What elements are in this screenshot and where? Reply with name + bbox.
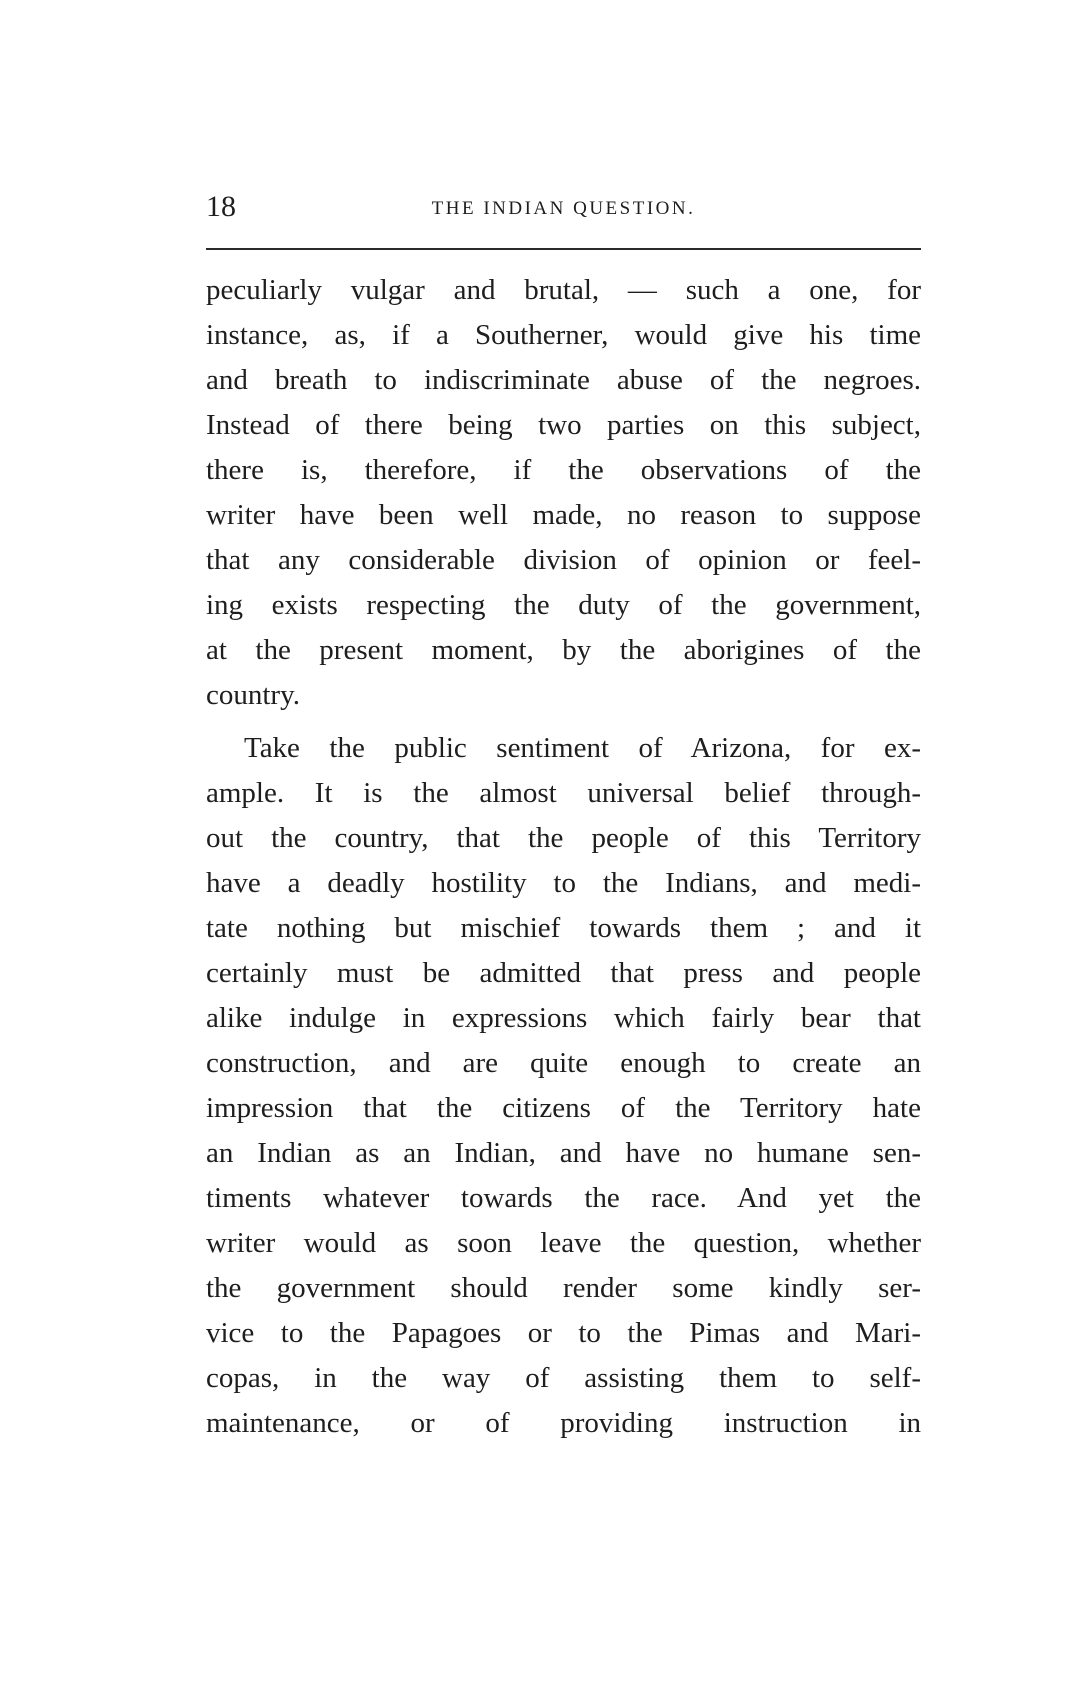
text-line: timents whatever towards the race. And yet the bbox=[206, 1182, 921, 1214]
text-line: that any considerable division of opinion or feel- bbox=[206, 544, 921, 576]
text-line: tate nothing but mischief towards them ; and it bbox=[206, 912, 921, 944]
text-line: have a deadly hostility to the Indians, and medi- bbox=[206, 867, 921, 899]
page-number: 18 bbox=[206, 190, 236, 223]
body-text bbox=[206, 268, 921, 1446]
running-title: THE INDIAN QUESTION. bbox=[431, 198, 696, 219]
text-line: construction, and are quite enough to create an bbox=[206, 1047, 921, 1079]
text-line: ing exists respecting the duty of the government, bbox=[206, 589, 921, 621]
text-line: instance, as, if a Southerner, would give his time bbox=[206, 319, 921, 351]
text-line: the government should render some kindly ser- bbox=[206, 1272, 921, 1304]
text-line: alike indulge in expressions which fairly bear that bbox=[206, 1002, 921, 1034]
text-line: Instead of there being two parties on this subject, bbox=[206, 409, 921, 441]
paragraph bbox=[206, 268, 921, 718]
text-line: country. bbox=[206, 679, 300, 711]
text-line: out the country, that the people of this Territory bbox=[206, 822, 921, 854]
text-line: an Indian as an Indian, and have no humane sen- bbox=[206, 1137, 921, 1169]
text-line: maintenance, or of providing instruction in bbox=[206, 1407, 921, 1439]
paragraph bbox=[206, 726, 921, 1446]
text-line: there is, therefore, if the observations of the bbox=[206, 454, 921, 486]
text-line: certainly must be admitted that press and people bbox=[206, 957, 921, 989]
text-line: impression that the citizens of the Territory hate bbox=[206, 1092, 921, 1124]
text-line: ample. It is the almost universal belief through- bbox=[206, 777, 921, 809]
page-header bbox=[206, 185, 921, 235]
text-line: Take the public sentiment of Arizona, for ex- bbox=[244, 732, 921, 764]
text-line: vice to the Papagoes or to the Pimas and Mari- bbox=[206, 1317, 921, 1349]
text-line: at the present moment, by the aborigines of the bbox=[206, 634, 921, 666]
text-line: copas, in the way of assisting them to self- bbox=[206, 1362, 921, 1394]
text-line: peculiarly vulgar and brutal, — such a one, for bbox=[206, 274, 921, 306]
header-rule bbox=[206, 248, 921, 250]
text-line: and breath to indiscriminate abuse of the negroes. bbox=[206, 364, 921, 396]
text-line: writer have been well made, no reason to suppose bbox=[206, 499, 921, 531]
text-line: writer would as soon leave the question, whether bbox=[206, 1227, 921, 1259]
